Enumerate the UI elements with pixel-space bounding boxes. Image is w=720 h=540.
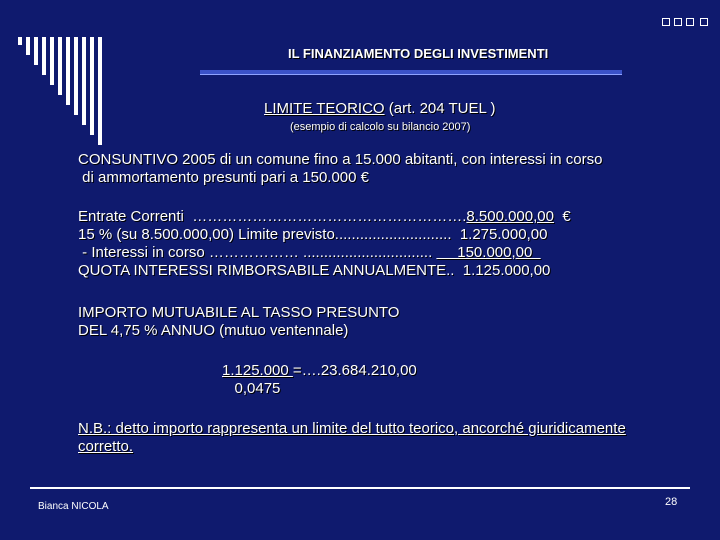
consuntivo-paragraph	[78, 151, 602, 187]
example-note: (esempio di calcolo su bilancio 2007)	[290, 121, 471, 133]
importo-line-1: IMPORTO MUTUABILE AL TASSO PRESUNTO	[78, 304, 400, 321]
slide-title: IL FINANZIAMENTO DEGLI INVESTIMENTI	[288, 46, 549, 61]
consuntivo-line-2: di ammortamento presunti pari a 150.000 €	[78, 169, 369, 186]
importo-paragraph	[78, 304, 399, 340]
nb-note	[78, 420, 626, 456]
decorative-square-icon	[700, 18, 708, 26]
author-name: Bianca NICOLA	[38, 501, 109, 512]
formula-top	[222, 362, 417, 380]
page-number: 28	[665, 496, 678, 508]
footer-divider	[30, 487, 690, 489]
formula-numerator: 1.125.000	[222, 362, 293, 379]
interessi-value: 150.000,00	[436, 244, 541, 261]
decorative-square-icon	[674, 18, 682, 26]
interessi-label: - Interessi in corso ……………… ...............................	[78, 244, 437, 261]
decorative-square-icon	[662, 18, 670, 26]
importo-line-2: DEL 4,75 % ANNUO (mutuo ventennale)	[78, 322, 349, 339]
formula-denominator: 0,0475	[222, 380, 281, 397]
subtitle-rest: (art. 204 TUEL )	[384, 100, 496, 117]
entrate-value: 8.500.000,00	[466, 208, 554, 225]
entrate-label: Entrate Correnti ……………………………………………….	[78, 208, 467, 225]
interessi-row	[78, 244, 571, 262]
nb-line-2: corretto.	[78, 438, 134, 455]
formula	[222, 362, 417, 398]
formula-result: =….23.684.210,00	[292, 362, 417, 379]
subtitle-underlined: LIMITE TEORICO	[264, 100, 385, 117]
consuntivo-line-1: CONSUNTIVO 2005 di un comune fino a 15.000 abitanti, con interessi in corso	[78, 151, 603, 168]
calculation-block	[78, 208, 571, 280]
nb-line-1: N.B.: detto importo rappresenta un limite del tutto teorico, ancorché giuridicamente	[78, 420, 626, 437]
entrate-unit: €	[553, 208, 571, 225]
limite-row: 15 % (su 8.500.000,00) Limite previsto............................ 1.275.000,00	[78, 226, 548, 243]
decorative-bars	[0, 0, 150, 150]
slide-subtitle	[264, 100, 495, 117]
quota-row: QUOTA INTERESSI RIMBORSABILE ANNUALMENTE.. 1.125.000,00	[78, 262, 551, 279]
entrate-row	[78, 208, 571, 226]
title-underline	[200, 70, 622, 75]
decorative-square-icon	[686, 18, 694, 26]
